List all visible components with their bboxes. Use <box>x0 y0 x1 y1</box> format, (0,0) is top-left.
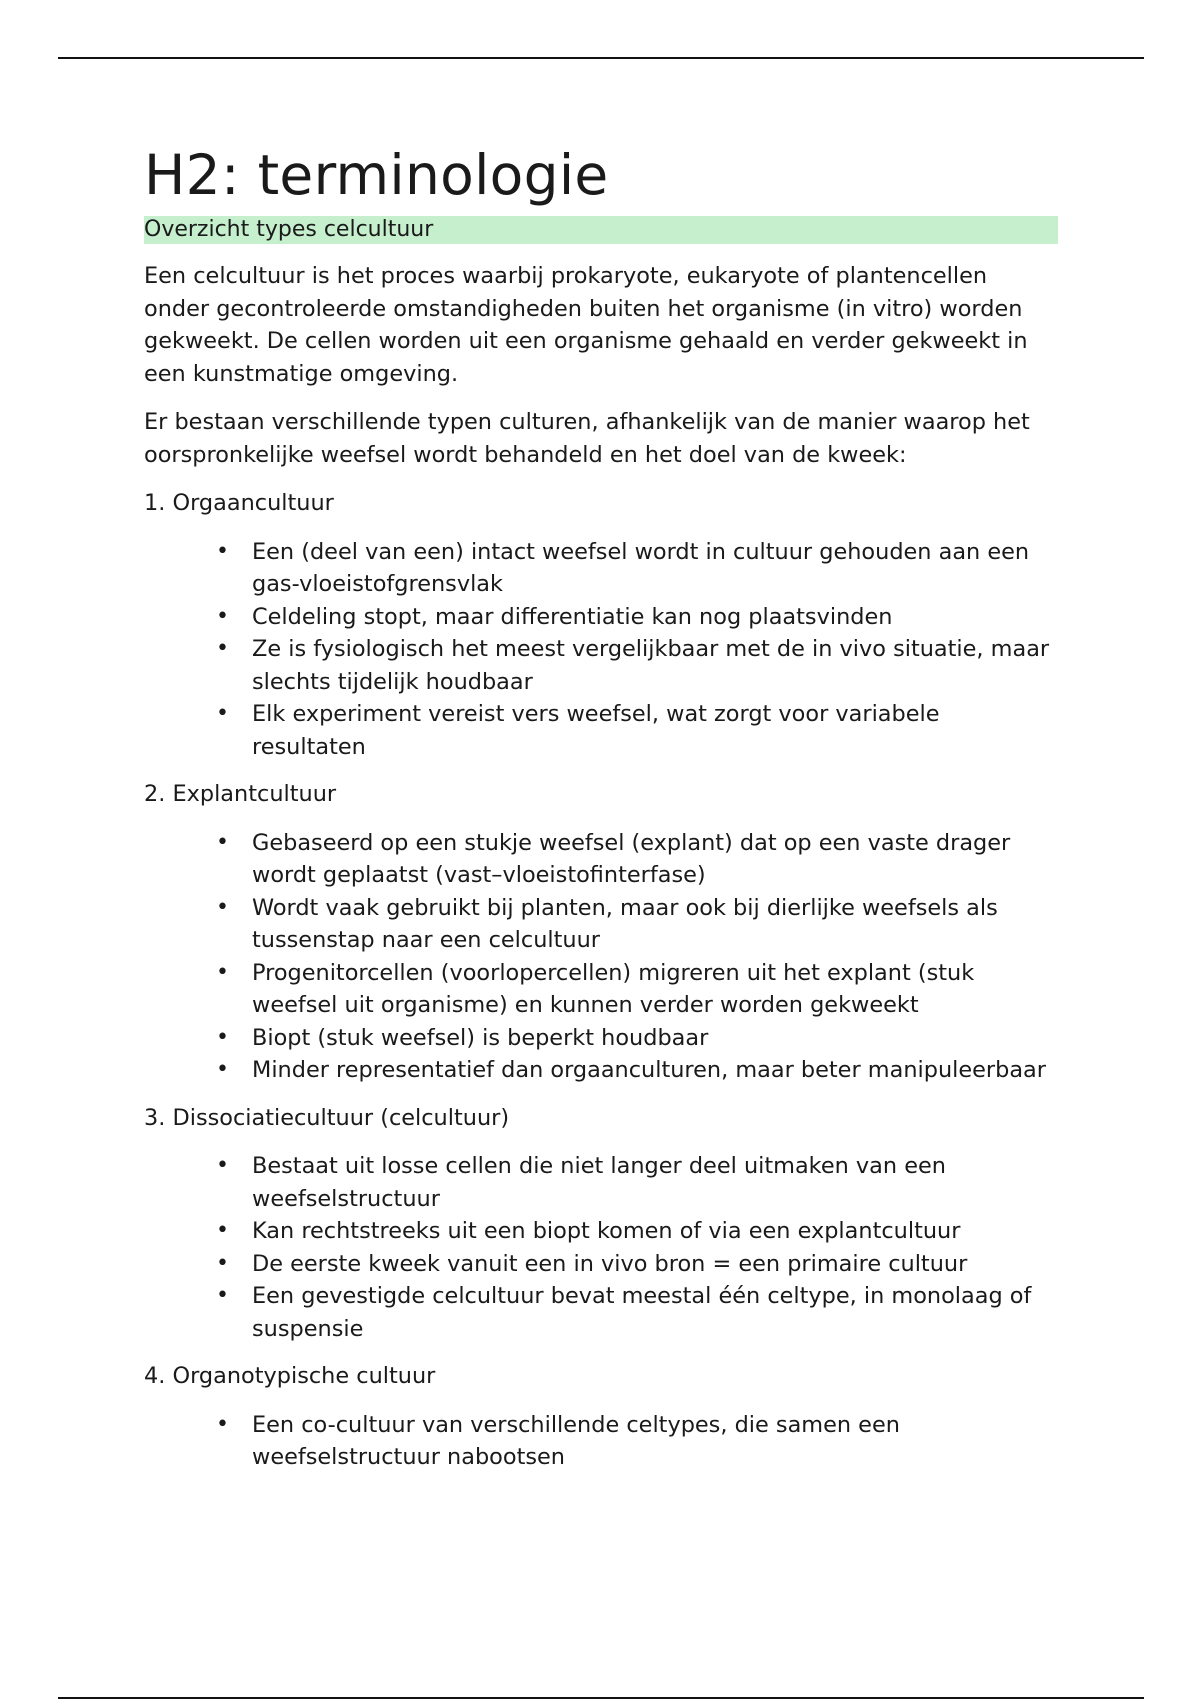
bottom-rule <box>58 1697 1144 1699</box>
bullet-icon: • <box>216 894 229 920</box>
bullet-icon: • <box>216 959 229 985</box>
list-item <box>144 1054 1058 1087</box>
intro-paragraph: Een celcultuur is het proces waarbij prokaryote, eukaryote of plantencellen onder gecontroleerde omstandigheden buiten het organisme (in vitro) worden gekweekt. De cellen worden uit een organisme gehaald en verder gekweekt in een kunstmatige omgeving. <box>144 263 1028 387</box>
list-item <box>144 1215 1058 1248</box>
bullet-icon: • <box>216 1057 229 1082</box>
list-item-text: Ze is fysiologisch het meest vergelijkbaar met de in vivo situatie, maar slechts tijdelijk houdbaar <box>252 636 1050 695</box>
document-body <box>144 260 1058 1489</box>
list-item-text: Kan rechtstreeks uit een biopt komen of via een explantcultuur <box>252 1218 961 1244</box>
bullet-list-organotypische-cultuur <box>144 1409 1058 1474</box>
list-item-text: Een co-cultuur van verschillende celtypes, die samen een weefselstructuur nabootsen <box>252 1411 900 1470</box>
bullet-icon: • <box>216 829 229 855</box>
bullet-icon: • <box>216 603 229 629</box>
bullet-list-dissociatiecultuur <box>144 1150 1058 1345</box>
list-item <box>144 536 1058 601</box>
list-item <box>144 633 1058 698</box>
list-item-text: Biopt (stuk weefsel) is beperkt houdbaar <box>252 1024 709 1051</box>
top-rule <box>58 57 1144 59</box>
list-item <box>144 1150 1058 1215</box>
list-item <box>144 1248 1058 1281</box>
list-item-text: Celdeling stopt, maar differentiatie kan nog plaatsvinden <box>252 603 893 630</box>
section-heading-orgaancultuur: 1. Orgaancultuur <box>144 490 334 516</box>
list-item <box>144 957 1058 1022</box>
bullet-icon: • <box>216 1283 229 1308</box>
section-heading-organotypische-cultuur: 4. Organotypische cultuur <box>144 1363 436 1389</box>
section-heading-explantcultuur: 2. Explantcultuur <box>144 781 337 807</box>
list-item <box>144 1409 1058 1474</box>
bullet-icon: • <box>216 1218 229 1243</box>
list-item-text: Een (deel van een) intact weefsel wordt in cultuur gehouden aan een gas-vloeistofgrensvlak <box>252 538 1030 597</box>
list-item-text: Een gevestigde celcultuur bevat meestal één celtype, in monolaag of suspensie <box>252 1283 1032 1342</box>
list-item <box>144 827 1058 892</box>
list-item <box>144 1022 1058 1055</box>
bullet-icon: • <box>216 636 229 661</box>
bullet-icon: • <box>216 538 229 564</box>
list-item-text: Elk experiment vereist vers weefsel, wat zorgt voor variabele resultaten <box>252 701 940 760</box>
list-item <box>144 1280 1058 1345</box>
bullet-list-orgaancultuur <box>144 536 1058 764</box>
bullet-icon: • <box>216 1250 229 1276</box>
bullet-icon: • <box>216 701 229 726</box>
bullet-icon: • <box>216 1411 229 1437</box>
list-item-text: Minder representatief dan orgaanculturen, maar beter manipuleerbaar <box>252 1057 1046 1083</box>
list-item <box>144 698 1058 763</box>
list-item <box>144 601 1058 634</box>
page-title: H2: terminologie <box>144 143 609 207</box>
bullet-icon: • <box>216 1024 229 1050</box>
section-heading-dissociatiecultuur: 3. Dissociatiecultuur (celcultuur) <box>144 1104 510 1131</box>
section-subheading: Overzicht types celcultuur <box>144 216 1058 244</box>
list-item <box>144 892 1058 957</box>
list-item-text: Wordt vaak gebruikt bij planten, maar ook bij dierlijke weefsels als tussenstap naar een celcultuur <box>252 894 998 953</box>
bullet-icon: • <box>216 1153 229 1178</box>
list-item-text: Progenitorcellen (voorlopercellen) migreren uit het explant (stuk weefsel uit organisme) en kunnen verder worden gekweekt <box>252 959 975 1018</box>
bullet-list-explantcultuur <box>144 827 1058 1087</box>
intro-paragraph: Er bestaan verschillende typen culturen, afhankelijk van de manier waarop het oorspronkelijke weefsel wordt behandeld en het doel van de kweek: <box>144 409 1030 468</box>
list-item-text: Gebaseerd op een stukje weefsel (explant) dat op een vaste drager wordt geplaatst (vast–vloeistofinterfase) <box>252 829 1011 888</box>
list-item-text: De eerste kweek vanuit een in vivo bron = een primaire cultuur <box>252 1250 968 1277</box>
list-item-text: Bestaat uit losse cellen die niet langer deel uitmaken van een weefselstructuur <box>252 1153 946 1212</box>
